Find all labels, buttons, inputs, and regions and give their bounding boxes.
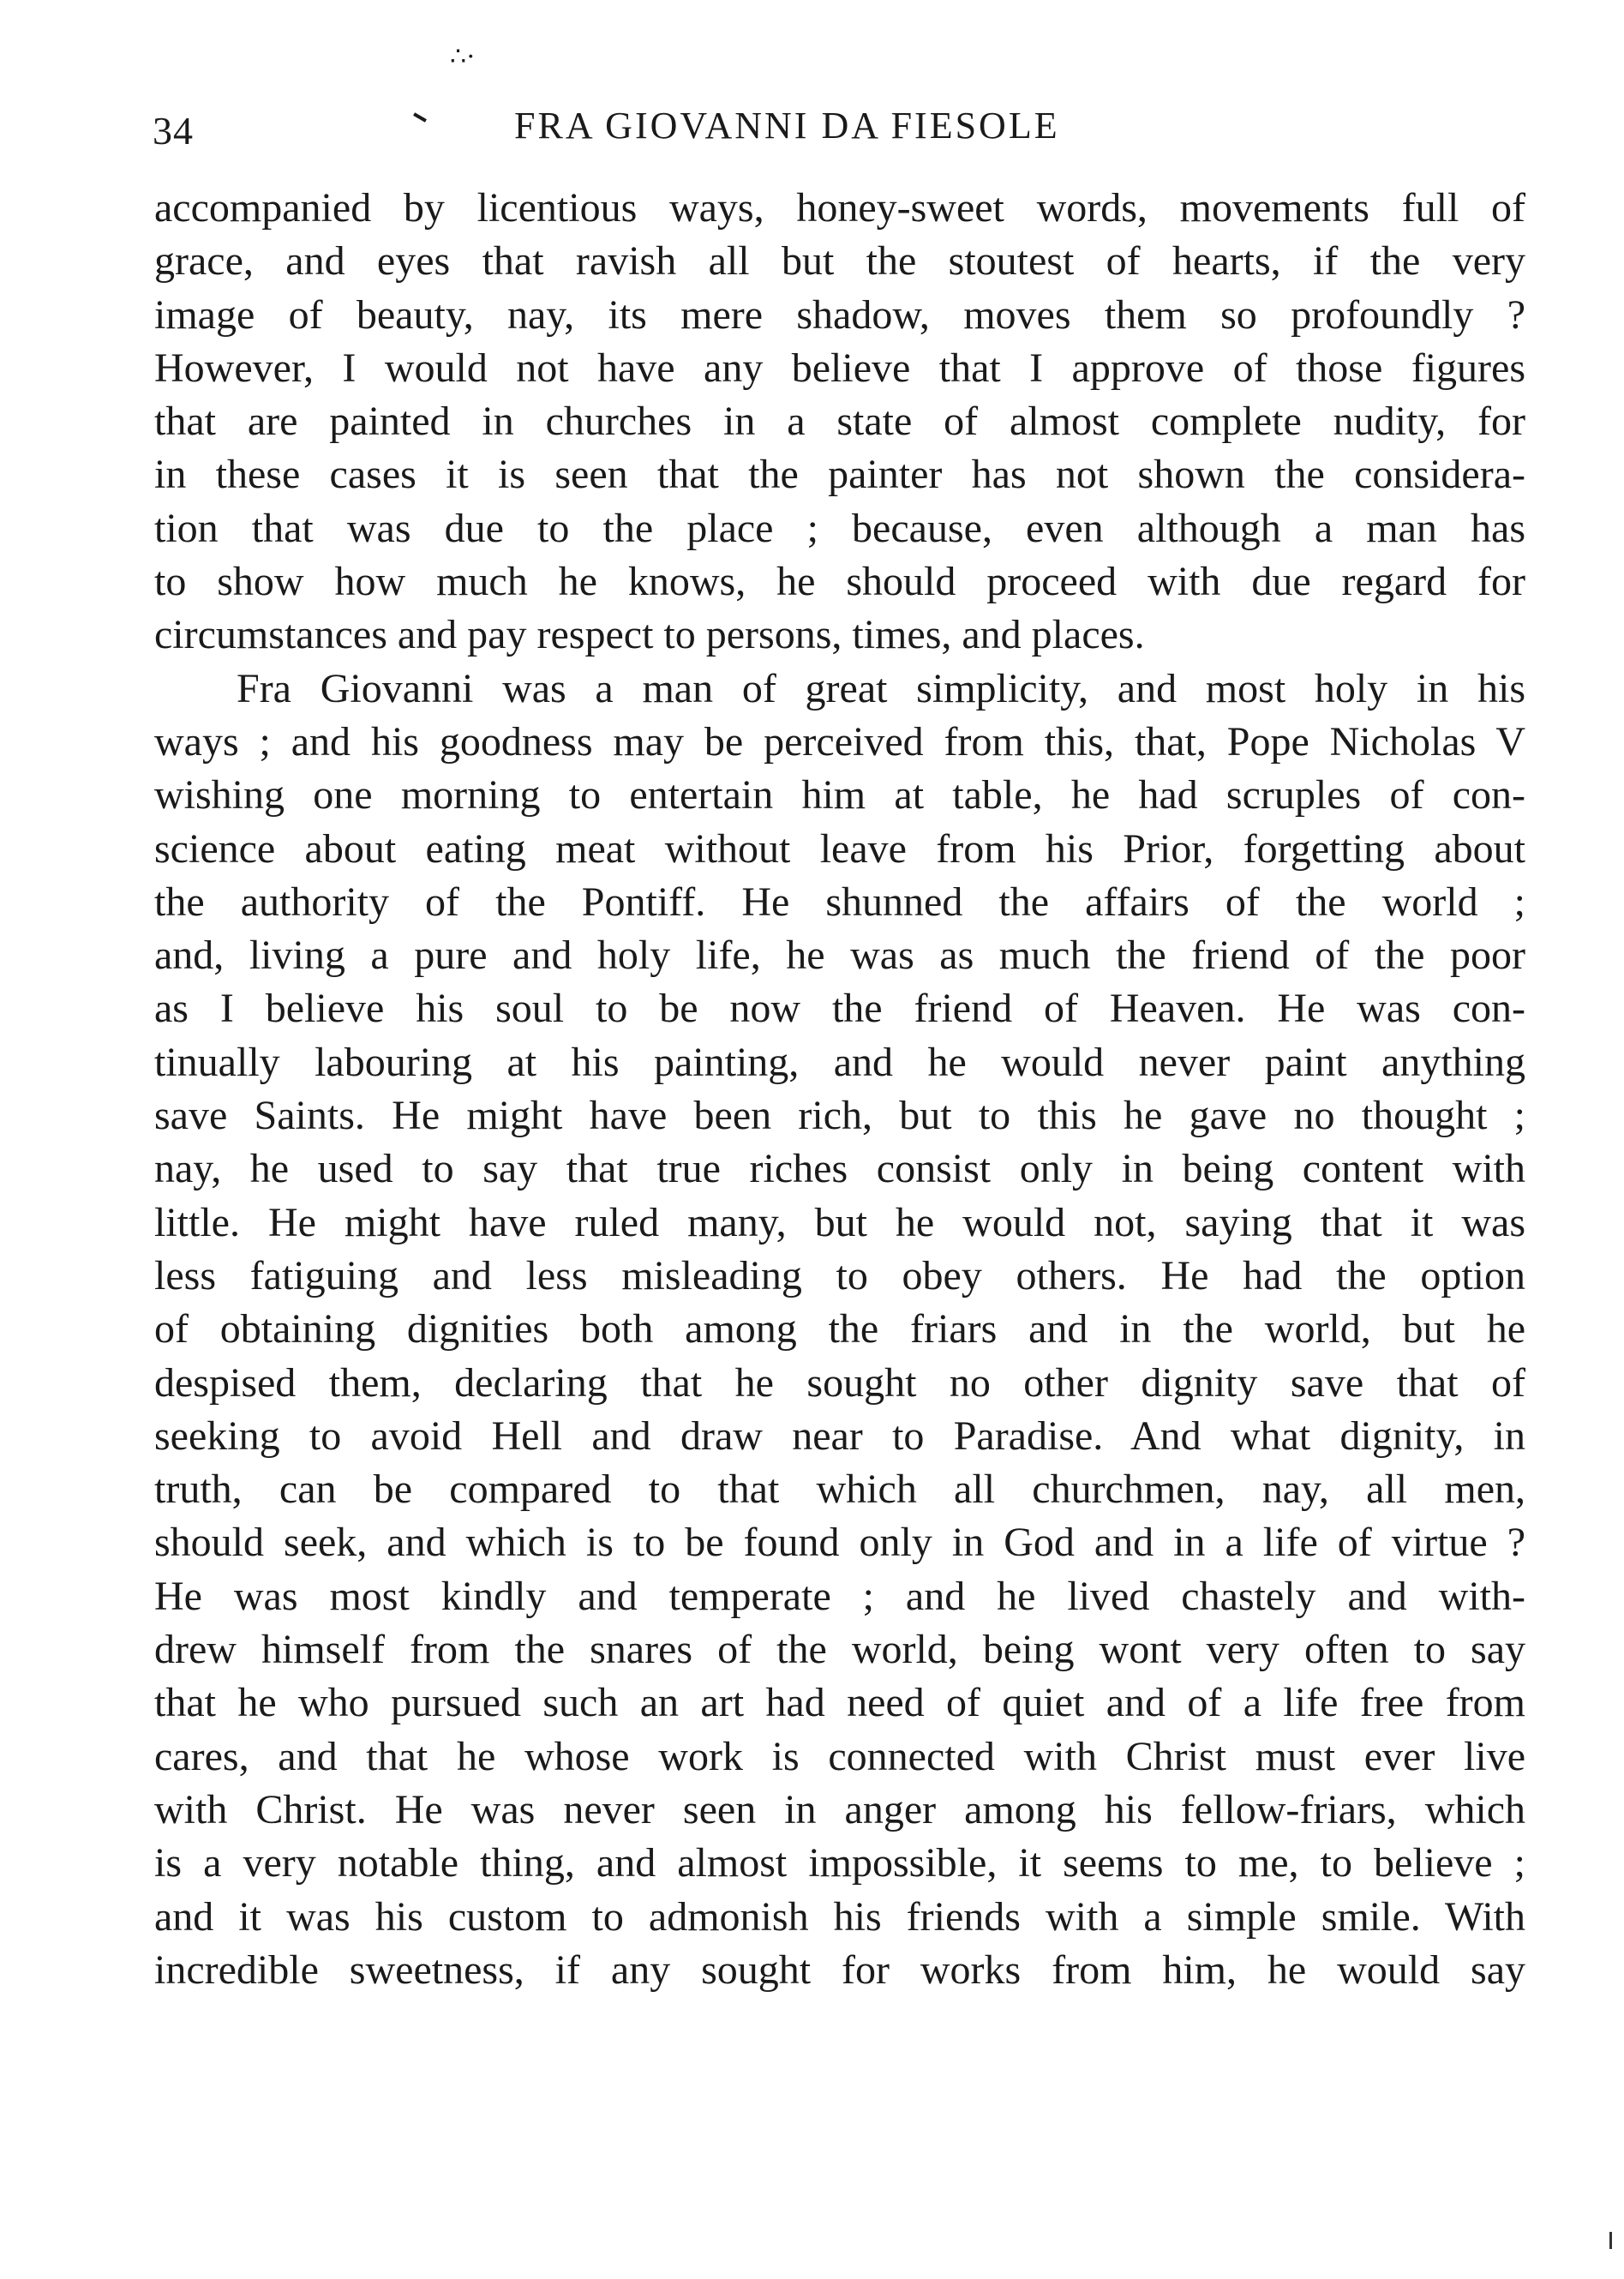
body-text [154,182,1525,1997]
text-line: and it was his custom to admonish his friends with a simple smile. With [154,1893,1525,1940]
text-line: of obtaining dignities both among the friars and in the world, but he [154,1306,1525,1352]
text-line: tion that was due to the place ; because, even although a man has [154,505,1525,551]
stray-mark [413,112,427,122]
text-line: as I believe his soul to be now the friend of Heaven. He was con- [154,986,1525,1032]
text-line: that are painted in churches in a state of almost complete nudity, for [154,399,1525,445]
text-line: However, I would not have any believe that I approve of those figures [154,345,1525,391]
text-line: to show how much he knows, he should proceed with due regard for [154,559,1525,605]
text-line: wishing one morning to entertain him at table, he had scruples of con- [154,772,1525,819]
text-line: despised them, declaring that he sought no other dignity save that of [154,1359,1525,1406]
text-line: little. He might have ruled many, but he would not, saying that it was [154,1199,1525,1245]
text-line: He was most kindly and temperate ; and he lived chastely and with- [154,1573,1525,1619]
text-line: grace, and eyes that ravish all but the stoutest of hearts, if the very [154,238,1525,285]
text-line: Fra Giovanni was a man of great simplicity, and most holy in his [237,665,1525,711]
scan-edge-mark [1609,2232,1612,2249]
page-number: 34 [153,109,194,153]
text-line: save Saints. He might have been rich, but to this he gave no thought ; [154,1093,1525,1139]
text-line: seeking to avoid Hell and draw near to Paradise. And what dignity, in [154,1412,1525,1459]
text-line: circumstances and pay respect to persons, times, and places. [154,612,1145,658]
running-title: FRA GIOVANNI DA FIESOLE [514,105,1060,147]
text-line: drew himself from the snares of the world, being wont very often to say [154,1627,1525,1673]
text-line: nay, he used to say that true riches consist only in being content with [154,1146,1525,1192]
text-line: accompanied by licentious ways, honey-sweet words, movements full of [154,185,1525,231]
text-line: in these cases it is seen that the painter has not shown the considera- [154,452,1525,498]
text-line: that he who pursued such an art had need of quiet and of a life free from [154,1680,1525,1726]
text-line: is a very notable thing, and almost impossible, it seems to me, to believe ; [154,1840,1525,1886]
paragraph [154,182,1525,663]
text-line: ways ; and his goodness may be perceived from this, that, Pope Nicholas V [154,718,1525,765]
text-line: incredible sweetness, if any sought for works from him, he would say [154,1946,1525,1993]
text-line: the authority of the Pontiff. He shunned the affairs of the world ; [154,879,1525,925]
text-line: cares, and that he whose work is connected with Christ must ever live [154,1733,1525,1779]
text-line: with Christ. He was never seen in anger among his fellow-friars, which [154,1786,1525,1832]
text-line: image of beauty, nay, its mere shadow, moves them so profoundly ? [154,291,1525,338]
printer-ornament: ∴⋅ [450,43,476,71]
text-line: and, living a pure and holy life, he was as much the friend of the poor [154,933,1525,979]
text-line: should seek, and which is to be found only in God and in a life of virtue ? [154,1520,1525,1566]
text-line: tinually labouring at his painting, and he would never paint anything [154,1039,1525,1085]
paragraph [154,663,1525,1997]
text-line: truth, can be compared to that which all churchmen, nay, all men, [154,1466,1525,1513]
text-line: less fatiguing and less misleading to obey others. He had the option [154,1252,1525,1298]
text-line: science about eating meat without leave from his Prior, forgetting about [154,825,1525,872]
